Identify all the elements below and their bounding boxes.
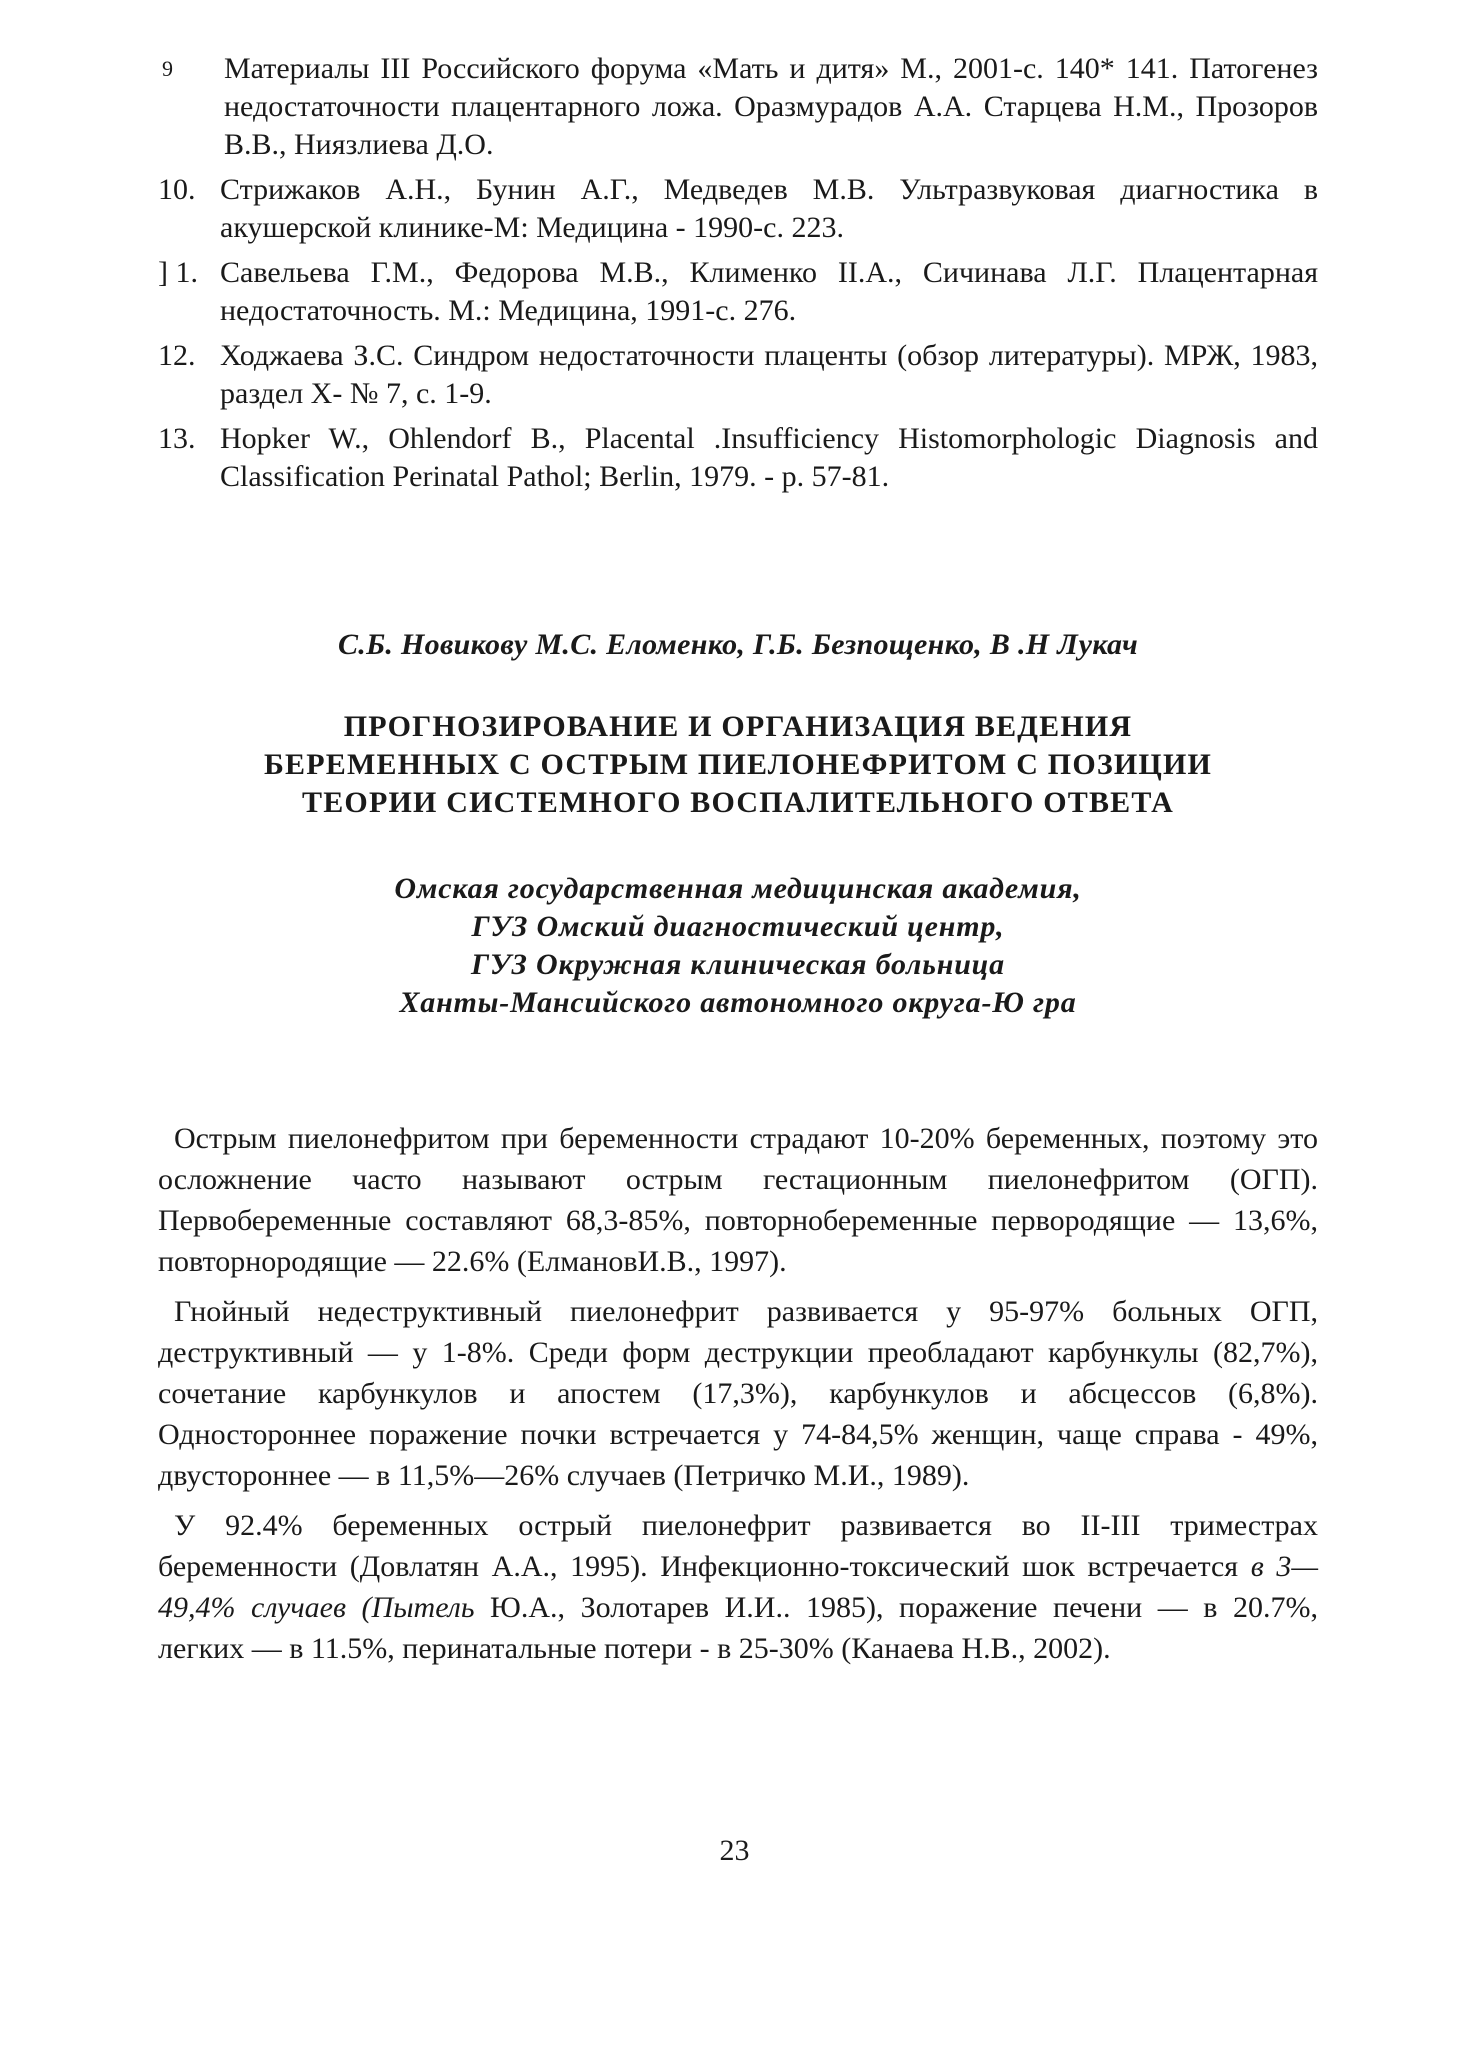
affiliation-line: Омская государственная медицинская академия,: [394, 872, 1082, 905]
body-paragraph: Острым пиелонефритом при беременности страдают 10-20% беременных, поэтому это осложнение часто называют острым гестационным пиелонефритом (ОГП). Первобеременные составляют 68,3-85%, повторнобеременные первородящие — 13,6%, повторнородящие — 22.6% (ЕлмановИ.В., 1997).: [158, 1122, 1318, 1278]
reference-item: [158, 171, 1318, 247]
reference-text: Ходжаева З.С. Синдром недостаточности плаценты (обзор литературы). МРЖ, 1983, раздел X- № 7, с. 1-9.: [220, 339, 1318, 410]
reference-number: 9: [162, 56, 173, 81]
title-line: ПРОГНОЗИРОВАНИЕ И ОРГАНИЗАЦИЯ ВЕДЕНИЯ: [343, 710, 1133, 743]
reference-number: 13.: [158, 422, 196, 455]
body-paragraph: Гнойный недеструктивный пиелонефрит развивается у 95-97% больных ОГП, деструктивный — у 1-8%. Среди форм деструкции преобладают карбункулы (82,7%), сочетание карбункулов и апостем (17,3%), карбункулов и абсцессов (6,8%). Одностороннее поражение почки встречается у 74-84,5% женщин, чаще справа - 49%, двустороннее — в 11,5%—26% случаев (Петричко М.И., 1989).: [158, 1295, 1318, 1492]
title-line: ТЕОРИИ СИСТЕМНОГО ВОСПАЛИТЕЛЬНОГО ОТВЕТА: [302, 786, 1174, 819]
reference-item: [158, 337, 1318, 413]
title-line: БЕРЕМЕННЫХ С ОСТРЫМ ПИЕЛОНЕФРИТОМ С ПОЗИЦИИ: [263, 748, 1213, 781]
reference-item: [158, 50, 1318, 164]
affiliation-line: ГУЗ Окружная клиническая больница: [471, 948, 1005, 981]
reference-text: Hopker W., Ohlendorf В., Placental .Insufficiency Histomorphologic Diagnosis and Classification Perinatal Pathol; Berlin, 1979. - p. 57-81.: [220, 422, 1318, 493]
paragraph-text: У 92.4% беременных острый пиелонефрит развивается во II-III триместрах беременности (Довлатян А.А., 1995). Инфекционно-токсический шок встречается: [158, 1509, 1318, 1583]
reference-item: [158, 420, 1318, 496]
paragraph-text: Ю.А., Золотарев И.И.. 1985), поражение печени — в 20.7%, легких — в 11.5%, перинатальные потери - в 25-30% (Канаева Н.В., 2002).: [158, 1591, 1318, 1665]
article-affiliation: [158, 870, 1318, 1022]
reference-item: [158, 254, 1318, 330]
article-body: [158, 1118, 1318, 1678]
affiliation-line: ГУЗ Омский диагностический центр,: [471, 910, 1005, 943]
reference-text: Стрижаков А.Н., Бунин А.Г., Медведев М.В. Ультразвуковая диагностика в акушерской клинике-М: Медицина - 1990-с. 223.: [220, 173, 1318, 244]
italic-fragment: в 3—49,4% случаев (Пытель: [158, 1550, 1318, 1624]
reference-number: 12.: [158, 339, 196, 372]
article-authors: С.Б. Новикову М.С. Еломенко, Г.Б. Безпощенко, В .Н Лукач: [337, 628, 1139, 661]
reference-text: Савельева Г.М., Федорова М.В., Клименко II.А., Сичинава Л.Г. Плацентарная недостаточность. М.: Медицина, 1991-с. 276.: [220, 256, 1318, 327]
article-title: [158, 708, 1318, 822]
reference-list: [158, 50, 1318, 503]
body-paragraph: [158, 1505, 1318, 1669]
page-number: 23: [719, 1834, 750, 1867]
affiliation-line: Ханты-Мансийского автономного округа-Ю гра: [399, 986, 1077, 1019]
reference-text: Материалы III Российского форума «Мать и дитя» М., 2001-с. 140* 141. Патогенез недостаточности плацентарного ложа. Оразмурадов А.А. Старцева Н.М., Прозоров В.В., Ниязлиева Д.О.: [224, 52, 1318, 161]
reference-number: ] 1.: [158, 256, 198, 289]
reference-number: 10.: [158, 173, 196, 206]
